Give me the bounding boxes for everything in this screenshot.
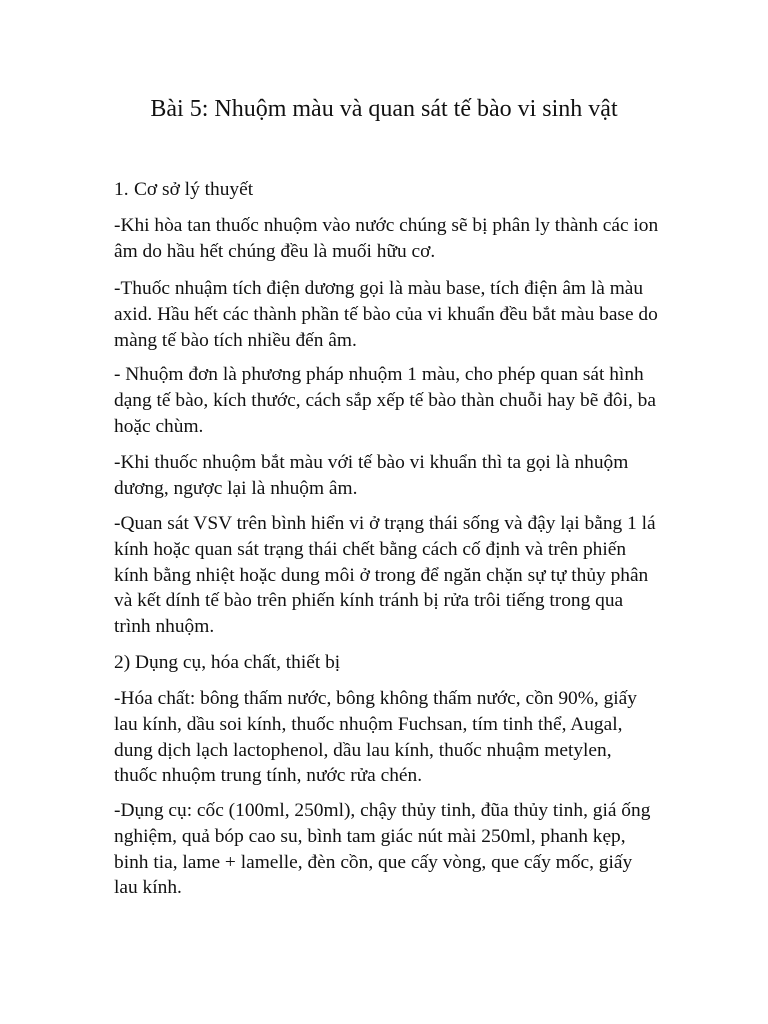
paragraph-line: kính hoặc quan sát trạng thái chết bằng cách cố định và trên phiến <box>114 538 627 560</box>
paragraph-line: binh tia, lame + lamelle, đèn cồn, que cấy vòng, que cấy mốc, giấy <box>114 851 633 873</box>
paragraph-line: lau kính, dầu soi kính, thuốc nhuộm Fuchsan, tím tinh thể, Augal, <box>114 713 623 735</box>
paragraph-line: hoặc chùm. <box>114 415 204 437</box>
section-2-heading: 2) Dụng cụ, hóa chất, thiết bị <box>114 652 341 673</box>
paragraph-line: -Thuốc nhuậm tích điện dương gọi là màu base, tích điện âm là màu <box>114 278 644 299</box>
paragraph-line: và kết dính tế bào trên phiến kính tránh bị rửa trôi tiếng trong qua <box>114 590 624 612</box>
paragraph-positive-negative-staining <box>114 450 692 502</box>
paragraph-line: lau kính. <box>114 877 182 899</box>
paragraph-line: dạng tế bào, kích thước, cách sắp xếp tế bào thàn chuỗi hay bẽ đôi, ba <box>114 389 656 411</box>
paragraph-line: -Khi hòa tan thuốc nhuộm vào nước chúng sẽ bị phân ly thành các ion <box>114 215 659 236</box>
paragraph-charge-base-acid <box>114 276 692 353</box>
section-1-number: 1. <box>114 179 129 200</box>
paragraph-microscope-observation <box>114 511 692 640</box>
paragraph-chemicals <box>114 686 692 789</box>
paragraph-line: màng tế bào tích nhiều đến âm. <box>114 329 357 351</box>
paragraph-line: nghiệm, quả bóp cao su, bình tam giác nút mài 250ml, phanh kẹp, <box>114 825 626 847</box>
paragraph-ion-dissociation <box>114 213 692 265</box>
paragraph-line: thuốc nhuộm trung tính, nước rửa chén. <box>114 765 423 787</box>
paragraph-line: dương, ngược lại là nhuộm âm. <box>114 477 358 499</box>
paragraph-line: kính bằng nhiệt hoặc dung môi ở trong để ngăn chặn sự tự thủy phân <box>114 564 649 586</box>
paragraph-tools <box>114 798 692 901</box>
section-1-heading <box>114 178 253 202</box>
paragraph-line: - Nhuộm đơn là phương pháp nhuộm 1 màu, cho phép quan sát hình <box>114 364 644 385</box>
paragraph-line: -Hóa chất: bông thấm nước, bông không thấm nước, cồn 90%, giấy <box>114 688 637 709</box>
paragraph-line: dung dịch lạch lactophenol, dầu lau kính, thuốc nhuậm metylen, <box>114 739 612 761</box>
section-1-heading-text: Cơ sở lý thuyết <box>134 179 254 200</box>
paragraph-line: axid. Hầu hết các thành phần tế bào của vi khuẩn đều bắt màu base do <box>114 303 658 325</box>
paragraph-line: âm do hầu hết chúng đều là muối hữu cơ. <box>114 240 436 262</box>
paragraph-line: trình nhuộm. <box>114 616 215 638</box>
document-title: Bài 5: Nhuộm màu và quan sát tế bào vi sinh vật <box>150 96 618 122</box>
paragraph-simple-staining <box>114 362 692 439</box>
paragraph-line: -Dụng cụ: cốc (100ml, 250ml), chậy thủy tinh, đũa thủy tinh, giá ống <box>114 800 651 821</box>
paragraph-line: -Khi thuốc nhuộm bắt màu với tế bào vi khuẩn thì ta gọi là nhuộm <box>114 452 629 473</box>
paragraph-line: -Quan sát VSV trên bình hiển vi ở trạng thái sống và đậy lại bằng 1 lá <box>114 513 656 534</box>
